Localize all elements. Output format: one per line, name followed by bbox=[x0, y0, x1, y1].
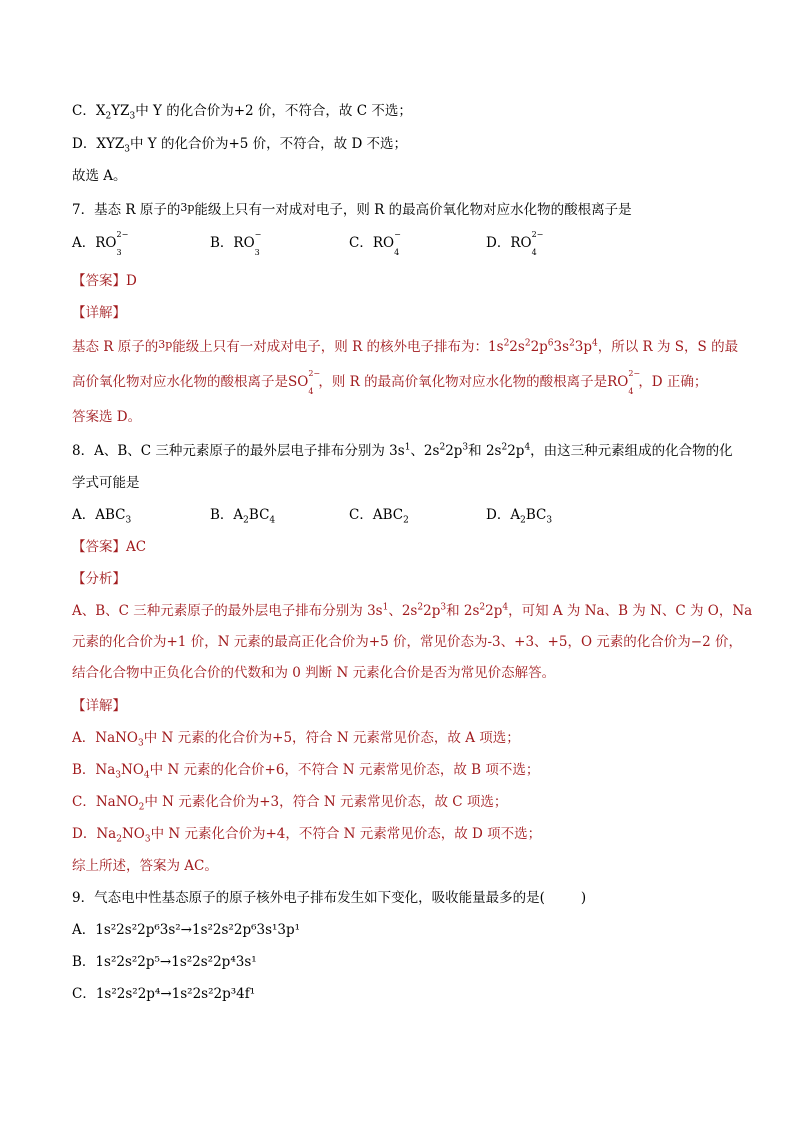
analysis-text: 和 2s bbox=[446, 603, 480, 619]
stem-text: 9．气态电中性基态原子的原子核外电子排布发生如下变化，吸收能量最多的是( bbox=[72, 890, 545, 906]
q8-option-c bbox=[349, 505, 409, 525]
detail-text: ，所以 R 为 S，S 的最 bbox=[597, 339, 739, 355]
ion-formula bbox=[607, 369, 641, 396]
detail-text: 中 N 元素的化合价+6，不符合 N 元素常见价态，故 B 项不选； bbox=[149, 762, 540, 778]
analysis-text: 2p bbox=[423, 603, 441, 619]
detail-text: 中 N 元素化合价为+3，符合 N 元素常见价态，故 C 项选； bbox=[144, 794, 508, 810]
ion-charge: 2− bbox=[308, 369, 321, 378]
superscript: 2 bbox=[479, 602, 486, 613]
option-label: B． bbox=[210, 235, 234, 251]
orbital-3p: 3p bbox=[180, 201, 195, 214]
detail-text: 中 N 元素化合价为+4，不符合 N 元素常见价态，故 D 项不选； bbox=[150, 826, 542, 842]
superscript: 4 bbox=[524, 442, 531, 453]
q9-option-c bbox=[72, 984, 255, 1004]
q9-option-b bbox=[72, 952, 257, 972]
ion-formula bbox=[288, 369, 321, 396]
subscript: 4 bbox=[143, 770, 150, 781]
subscript: 3 bbox=[125, 515, 132, 526]
q8-detail-b bbox=[72, 760, 539, 780]
option-label: C． bbox=[349, 235, 373, 251]
option-label: C． bbox=[349, 507, 373, 523]
formula-part: BC bbox=[248, 507, 270, 523]
formula-part: A bbox=[510, 507, 521, 523]
q8-detail-a bbox=[72, 728, 520, 748]
option-label: D． bbox=[486, 235, 511, 251]
option-text: 1s²2s²2p⁶3s²→1s²2s²2p⁶3s¹3p¹ bbox=[95, 922, 301, 938]
subscript: 3 bbox=[124, 144, 130, 155]
option-label: D． bbox=[72, 826, 97, 842]
superscript: 2 bbox=[417, 602, 424, 613]
option-label: A． bbox=[72, 235, 96, 251]
stem-text: 2p bbox=[507, 443, 525, 459]
option-text: 1s²2s²2p⁵→1s²2s²2p⁴3s¹ bbox=[95, 954, 257, 970]
q8-detail-c bbox=[72, 792, 507, 812]
detail-text: ，D 正确； bbox=[638, 374, 708, 390]
subscript: 3 bbox=[546, 515, 553, 526]
q8-analysis-line3: 结合化合物中正负化合价的代数和为 0 判断 N 元素化合价是否为常见价态解答。 bbox=[72, 665, 556, 681]
formula-part: ABC bbox=[372, 507, 404, 523]
detail-text: 高价氧化物对应水化物的酸根离子是 bbox=[72, 374, 288, 390]
q8-option-b bbox=[210, 505, 275, 525]
superscript: 3 bbox=[462, 442, 469, 453]
formula-part: NO bbox=[121, 762, 144, 778]
answer-value: D bbox=[126, 273, 137, 289]
stem-text: 8．A、B、C 三种元素原子的最外层电子排布分别为 3s bbox=[72, 443, 405, 459]
stem-text: 能级上只有一对成对电子，则 R 的最高价氧化物对应水化物的酸根离子是 bbox=[194, 202, 632, 218]
superscript: 2 bbox=[569, 338, 575, 349]
subscript: 3 bbox=[144, 834, 151, 845]
ion-formula bbox=[510, 230, 544, 257]
option-text: 中 Y 的化合价为+2 价，不符合，故 C 不选； bbox=[135, 103, 412, 119]
q7-stem bbox=[72, 198, 632, 220]
stem-text: 2p bbox=[445, 443, 463, 459]
q8-detail-d bbox=[72, 824, 541, 844]
answer-value: AC bbox=[126, 539, 147, 555]
subscript: 3 bbox=[115, 770, 122, 781]
subscript: 3 bbox=[138, 738, 144, 749]
superscript: 2 bbox=[439, 442, 446, 453]
ion-subscript: 3 bbox=[116, 248, 122, 257]
q8-detail-tag: 【详解】 bbox=[72, 698, 126, 714]
ion-charge: 2− bbox=[531, 230, 544, 239]
superscript: 1 bbox=[404, 442, 411, 453]
q8-answer bbox=[72, 537, 146, 557]
ion-formula bbox=[233, 230, 262, 257]
formula-part: YZ bbox=[111, 103, 130, 119]
q9-option-a bbox=[72, 920, 300, 940]
stem-text: 7．基态 R 原子的 bbox=[72, 202, 181, 218]
formula-part: NaNO bbox=[95, 730, 138, 746]
ion-subscript: 4 bbox=[394, 248, 400, 257]
orbital-3p: 3p bbox=[158, 338, 173, 351]
q8-option-a bbox=[72, 505, 131, 525]
answer-tag: 【答案】 bbox=[72, 273, 126, 289]
formula-part: NO bbox=[121, 826, 145, 842]
analysis-text: ，可知 A 为 Na、B 为 N、C 为 O，Na bbox=[508, 603, 753, 619]
q7-option-c bbox=[349, 230, 401, 257]
option-label: D． bbox=[486, 507, 511, 523]
option-label: C． bbox=[72, 794, 96, 810]
stem-text: ，由这三种元素组成的化合物的化 bbox=[530, 443, 733, 459]
q6-option-c-line bbox=[72, 101, 412, 121]
subscript: 2 bbox=[243, 515, 249, 526]
q8-analysis-line1 bbox=[72, 601, 752, 621]
formula-part: XYZ bbox=[96, 136, 125, 152]
q7-detail-line3: 答案选 D。 bbox=[72, 409, 142, 425]
ion-subscript: 4 bbox=[628, 387, 634, 396]
option-label: B． bbox=[72, 954, 96, 970]
detail-text: ，则 R 的最高价氧化物对应水化物的酸根离子是 bbox=[318, 374, 608, 390]
option-label: B． bbox=[72, 762, 96, 778]
superscript: 1 bbox=[382, 602, 389, 613]
formula-part: X bbox=[95, 103, 106, 119]
ion-charge: − bbox=[394, 230, 401, 239]
formula bbox=[96, 136, 130, 155]
q8-stem-line1 bbox=[72, 441, 733, 461]
ion-charge: 2− bbox=[628, 369, 641, 378]
formula bbox=[95, 103, 136, 122]
option-label: A． bbox=[72, 507, 96, 523]
superscript: 4 bbox=[592, 338, 598, 349]
q7-option-b bbox=[210, 230, 262, 257]
option-text: 1s²2s²2p⁴→1s²2s²2p³4f¹ bbox=[95, 986, 256, 1002]
q6-option-d-line bbox=[72, 134, 407, 154]
subscript: 2 bbox=[105, 111, 112, 122]
superscript: 3 bbox=[440, 602, 447, 613]
ion-base: RO bbox=[607, 374, 629, 390]
detail-text: 中 N 元素的化合价为+5，符合 N 元素常见价态，故 A 项选； bbox=[143, 730, 520, 746]
stem-text: ) bbox=[580, 890, 587, 906]
formula-part: BC bbox=[525, 507, 547, 523]
ion-charge: 2− bbox=[116, 230, 129, 239]
q8-stem-line2: 学式可能是 bbox=[72, 475, 140, 491]
ion-formula bbox=[372, 230, 401, 257]
option-label: D． bbox=[72, 136, 97, 152]
formula-part: A bbox=[233, 507, 244, 523]
superscript: 2 bbox=[524, 338, 531, 349]
ion-base: RO bbox=[95, 235, 117, 251]
analysis-text: A、B、C 三种元素原子的最外层电子排布分别为 3s bbox=[72, 603, 383, 619]
superscript: 4 bbox=[502, 602, 509, 613]
q8-analysis-tag: 【分析】 bbox=[72, 571, 126, 587]
q9-stem bbox=[72, 888, 586, 908]
q7-detail-tag: 【详解】 bbox=[72, 305, 126, 321]
option-label: C． bbox=[72, 103, 96, 119]
option-label: A． bbox=[72, 922, 96, 938]
formula-part: ABC bbox=[95, 507, 126, 523]
superscript: 2 bbox=[501, 442, 508, 453]
stem-text: 、2s bbox=[410, 443, 440, 459]
ion-charge: − bbox=[254, 230, 262, 239]
answer-tag: 【答案】 bbox=[72, 539, 126, 555]
option-label: B． bbox=[210, 507, 234, 523]
subscript: 2 bbox=[520, 515, 526, 526]
formula-part: Na bbox=[96, 826, 117, 842]
ion-base: RO bbox=[372, 235, 395, 251]
subscript: 2 bbox=[116, 834, 122, 845]
ion-subscript: 4 bbox=[308, 387, 314, 396]
ion-base: SO bbox=[288, 374, 309, 390]
q7-detail-line1: 基态 R 原子的$^{3p}$能级上只有一对成对电子，则 R 的核外电子排布为：$1s^22s^22p^63s^23p^4$，所以 R 为 S，S 的最 bbox=[72, 338, 739, 355]
superscript: 6 bbox=[547, 338, 554, 349]
subscript: 2 bbox=[138, 802, 145, 813]
ion-base: RO bbox=[510, 235, 532, 251]
ion-base: RO bbox=[233, 235, 255, 251]
q8-analysis-line2: 元素的化合价为+1 价，N 元素的最高正化合价为+5 价，常见价态为-3、+3、+5，O 元素的化合价为−2 价， bbox=[72, 634, 742, 650]
q8-option-d bbox=[486, 505, 552, 525]
subscript: 3 bbox=[129, 111, 136, 122]
ion-subscript: 4 bbox=[531, 248, 537, 257]
detail-text: 能级上只有一对成对电子，则 R 的核外电子排布为：1s bbox=[172, 339, 504, 355]
q7-detail-line2 bbox=[72, 369, 708, 396]
analysis-text: 、2s bbox=[388, 603, 418, 619]
option-text: 中 Y 的化合价为+5 价，不符合，故 D 不选； bbox=[129, 136, 408, 152]
option-label: A． bbox=[72, 730, 96, 746]
detail-text: 基态 R 原子的 bbox=[72, 339, 159, 355]
q6-conclusion: 故选 A。 bbox=[72, 168, 127, 184]
subscript: 4 bbox=[269, 515, 276, 526]
analysis-text: 2p bbox=[485, 603, 503, 619]
q7-option-d bbox=[486, 230, 544, 257]
q7-answer bbox=[72, 271, 137, 291]
ion-subscript: 3 bbox=[254, 248, 260, 257]
formula-part: NaNO bbox=[95, 794, 139, 810]
q8-summary: 综上所述，答案为 AC。 bbox=[72, 858, 218, 874]
formula-part: Na bbox=[95, 762, 116, 778]
stem-text: 和 2s bbox=[468, 443, 502, 459]
superscript: 2 bbox=[503, 338, 510, 349]
q7-option-a bbox=[72, 230, 129, 257]
option-label: C． bbox=[72, 986, 96, 1002]
subscript: 2 bbox=[403, 515, 409, 526]
ion-formula bbox=[95, 230, 129, 257]
